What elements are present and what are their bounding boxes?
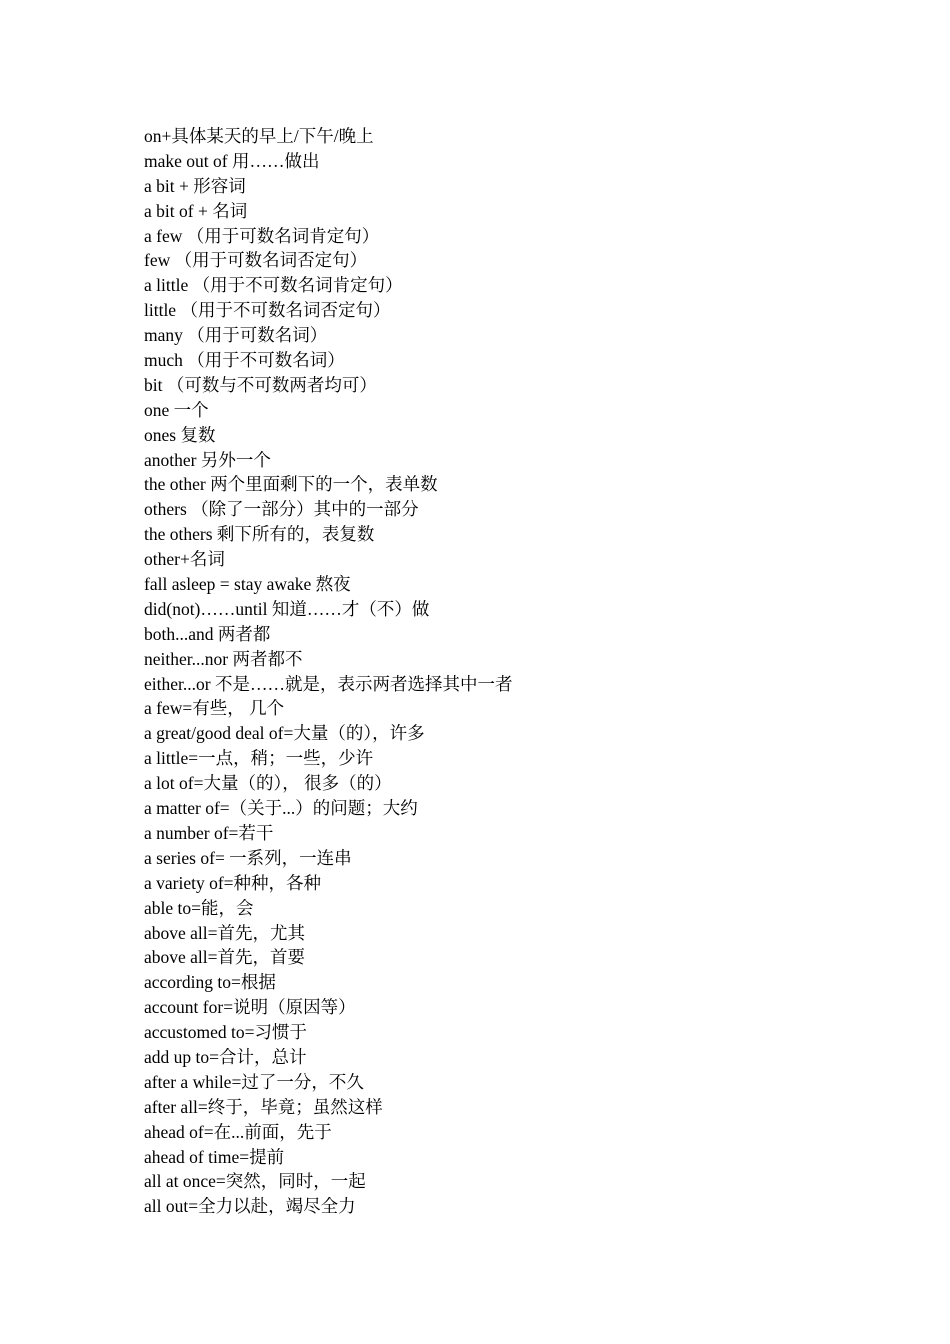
list-item: bit （可数与不可数两者均可） [144,374,377,395]
list-item: above all=首先，首要 [144,947,306,968]
list-item: a few （用于可数名词肯定句） [144,225,380,246]
list-item: above all=首先，尤其 [144,922,306,943]
list-item: either...or 不是……就是，表示两者选择其中一者 [144,673,513,694]
list-item: make out of 用……做出 [144,150,320,171]
list-item: little （用于不可数名词否定句） [144,300,391,321]
list-item: ahead of time=提前 [144,1146,285,1167]
list-item: all out=全力以赴，竭尽全力 [144,1196,356,1217]
vocabulary-list [144,124,904,1219]
list-item: a matter of=（关于...）的问题；大约 [144,798,418,819]
list-item: a lot of=大量（的）， 很多（的） [144,773,392,794]
list-item: a great/good deal of=大量（的），许多 [144,723,425,744]
list-item: ones 复数 [144,424,216,445]
list-item: a series of= 一系列，一连串 [144,847,352,868]
list-item: both...and 两者都 [144,623,271,644]
list-item: on+具体某天的早上/下午/晚上 [144,126,374,146]
list-item: did(not)……until 知道……才（不）做 [144,598,430,619]
list-item: account for=说明（原因等） [144,997,356,1018]
list-item: able to=能，会 [144,897,254,918]
list-item: a bit of + 名词 [144,200,248,221]
list-item: one 一个 [144,399,209,420]
list-item: according to=根据 [144,972,276,993]
list-item: neither...nor 两者都不 [144,648,303,669]
list-item: accustomed to=习惯于 [144,1022,307,1043]
list-item: after all=终于，毕竟；虽然这样 [144,1096,383,1117]
list-item: fall asleep = stay awake 熬夜 [144,574,351,595]
list-item: ahead of=在...前面，先于 [144,1121,332,1142]
list-item: another 另外一个 [144,449,271,470]
list-item: the others 剩下所有的，表复数 [144,524,375,545]
list-item: a bit + 形容词 [144,175,246,196]
list-item: few （用于可数名词否定句） [144,250,368,271]
list-item: a variety of=种种，各种 [144,872,322,893]
list-item: a little=一点，稍；一些，少许 [144,748,374,769]
list-item: a number of=若干 [144,822,274,843]
list-item: the other 两个里面剩下的一个，表单数 [144,474,438,495]
list-item: a few=有些， 几个 [144,698,285,719]
list-item: others （除了一部分）其中的一部分 [144,499,419,520]
list-item: after a while=过了一分，不久 [144,1071,364,1092]
list-item: other+名词 [144,549,225,570]
list-item: much （用于不可数名词） [144,350,345,371]
list-item: a little （用于不可数名词肯定句） [144,275,403,296]
list-item: add up to=合计，总计 [144,1046,307,1067]
list-item: all at once=突然，同时，一起 [144,1171,366,1192]
list-item: many （用于可数名词） [144,325,328,346]
